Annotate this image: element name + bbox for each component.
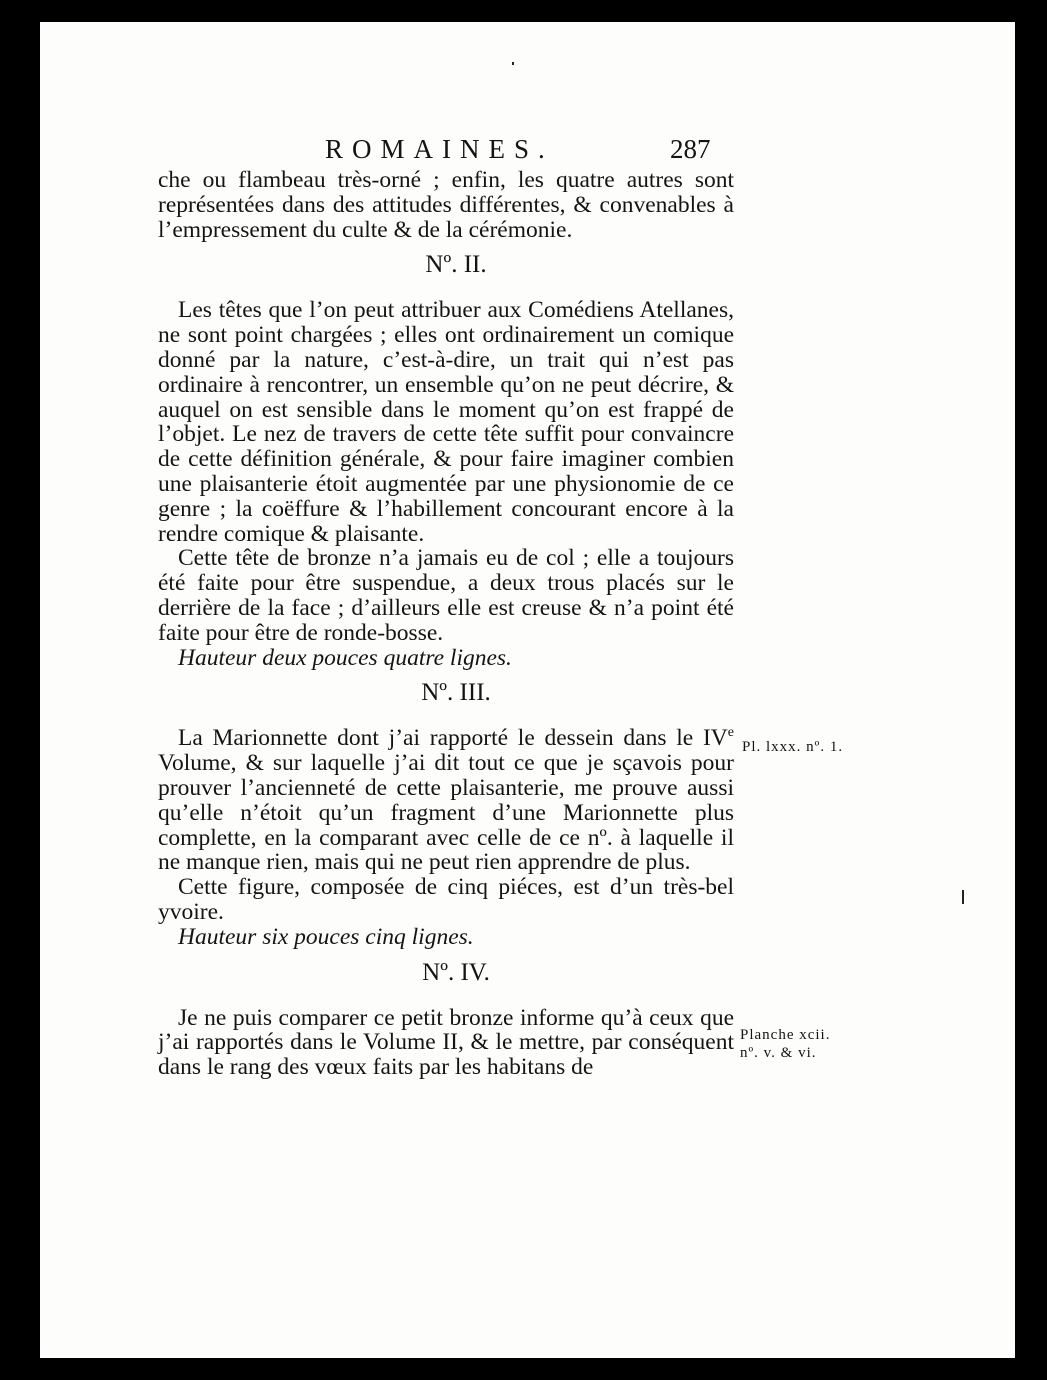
paragraph-2a: Les têtes que l’on peut attribuer aux Comédiens Atellanes, ne sont point chargées ; elles ont ordinairement un comique donné par la nature, c’est-à-dire, un trait qui n’est pas ordinaire à rencontrer, un ensemble qu’on ne peut décrire, & auquel on est sensible dans le moment qu’on est frappé de l’objet. Le nez de travers de cette tête suffit pour convaincre de cette définition générale, & pour faire imaginer combien une plaisanterie étoit augmentée par une physionomie de ce genre ; la coëffure & l’habillement concourant encore à la rendre comique & plaisante. (158, 297, 734, 547)
body-text (158, 168, 734, 1080)
margin-note-plate-92-line1: Planche xcii. (740, 1027, 831, 1043)
paragraph-3b: Cette figure, composée de cinq piéces, est d’un très-bel yvoire. (158, 874, 734, 925)
paragraph-2b: Cette tête de bronze n’a jamais eu de col ; elle a toujours été faite pour être suspendue, a deux trous placés sur le derrière de la face ; d’ailleurs elle est creuse & n’a point été faite pour être de ronde-bosse. (158, 545, 734, 646)
dimension-note-2: Hauteur deux pouces quatre lignes. (178, 644, 512, 671)
section-heading-4: Nº. IV. (422, 958, 490, 986)
page-number: 287 (670, 134, 711, 164)
scan-speck (962, 890, 964, 904)
margin-note-plate-80: Pl. lxxx. nº. 1. (742, 739, 844, 755)
margin-note-plate-92-line2: nº. v. & vi. (740, 1045, 817, 1061)
scan-speck (512, 62, 514, 65)
dimension-note-3: Hauteur six pouces cinq lignes. (178, 923, 474, 950)
page (40, 22, 1015, 1358)
paragraph-4a: Je ne puis comparer ce petit bronze informe qu’à ceux que j’ai rapportés dans le Volume II, & le mettre, par conséquent dans le rang des vœux faits par les habitans de (158, 1004, 734, 1081)
running-head: ROMAINES. (325, 134, 554, 164)
paragraph-3a (158, 726, 734, 875)
section-heading-2: Nº. II. (425, 251, 487, 279)
section-heading-3: Nº. III. (421, 679, 491, 707)
intro-paragraph: che ou flambeau très-orné ; enfin, les quatre autres sont représentées dans des attitudes différentes, & convenables à l’empressement du culte & de la cérémonie. (158, 167, 734, 243)
margin-note-plate-92 (740, 1026, 830, 1062)
paragraph-3a-rest: Volume, & sur laquelle j’ai dit tout ce que je sçavois pour prouver l’ancienneté de cette plaisanterie, me prouve aussi qu’elle n’étoit qu’un fragment d’une Marionnette plus complette, en la comparant avec celle de ce nº. à laquelle il ne manque rien, mais qui ne peut rien apprendre de plus. (158, 750, 734, 876)
paragraph-3a-start: La Marionnette dont j’ai rapporté le dessein dans le IV (178, 725, 728, 752)
superscript: e (727, 725, 734, 741)
